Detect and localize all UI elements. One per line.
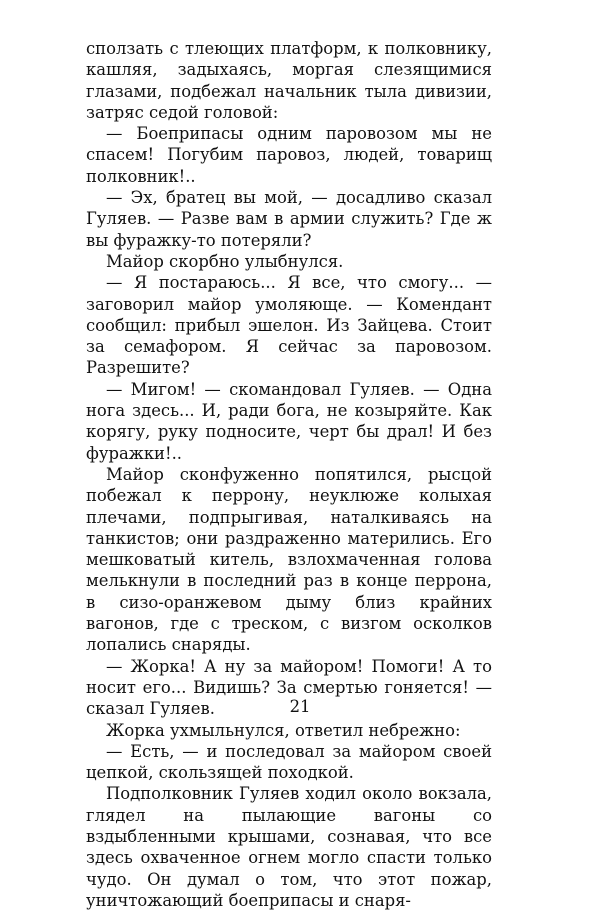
paragraph: — Эх, братец вы мой, — досадливо сказал Гуляев. — Разве вам в армии служить? Где ж вы фуражку-то потеряли? xyxy=(86,188,492,250)
paragraph: Майор скорбно улыбнулся. xyxy=(106,251,344,271)
body-text xyxy=(86,38,492,911)
page-number: 21 xyxy=(289,697,311,716)
paragraph: Майор сконфуженно попятился, рысцой побежал к перрону, неуклюже колыхая плечами, подпрыгивая, наталкиваясь на танкистов; они раздраженно матерились. Его мешковатый китель, взлохмаченная голова мелькнули в последний раз в конце перрона, в сизо-оранжевом дыму близ крайних вагонов, где с треском, с визгом осколков лопались снаряды. xyxy=(86,464,492,655)
paragraph: — Мигом! — скомандовал Гуляев. — Одна нога здесь... И, ради бога, не козыряйте. Как корягу, руку подносите, черт бы драл! И без фуражки!.. xyxy=(86,379,492,463)
paragraph: Подполковник Гуляев ходил около вокзала, глядел на пылающие вагоны со вздыбленными крышами, сознавая, что все здесь охваченное огнем могло спасти только чудо. Он думал о том, что этот пожар, уничтожающий боеприпасы и снаря- xyxy=(86,784,492,910)
paragraph: — Есть, — и последовал за майором своей цепкой, скользящей походкой. xyxy=(86,741,492,783)
paragraph: — Жорка! А ну за майором! Помоги! А то носит его... Видишь? За смертью гоняется! — сказал Гуляев. xyxy=(86,656,492,719)
paragraph: — Я постараюсь... Я все, что смогу... — заговорил майор умоляюще. — Комендант сообщил: прибыл эшелон. Из Зайцева. Стоит за семафором. Я сейчас за паровозом. Разрешите? xyxy=(86,273,492,378)
paragraph: сползать с тлеющих платформ, к полковнику, кашляя, задыхаясь, моргая слезящимися глазами, подбежал начальник тыла дивизии, затряс седой головой: xyxy=(86,39,492,122)
paragraph: — Боеприпасы одним паровозом мы не спасем! Погубим паровоз, людей, товарищ полковник!.. xyxy=(86,124,492,186)
paragraph: Жорка ухмыльнулся, ответил небрежно: xyxy=(106,720,461,740)
